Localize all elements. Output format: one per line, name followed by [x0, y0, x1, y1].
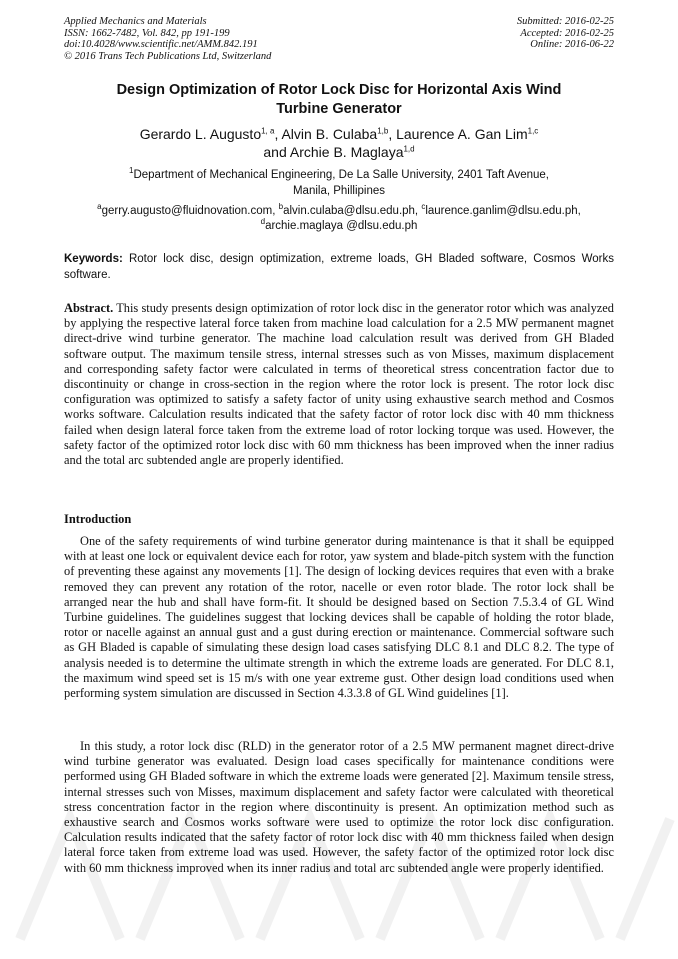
author-4-affil: 1,d — [403, 144, 415, 154]
author-1-affil: 1, a — [261, 126, 275, 136]
affiliation-mark: 1 — [129, 166, 134, 176]
header-left — [64, 16, 271, 62]
author-joiner: and — [263, 144, 290, 160]
author-1: Gerardo L. Augusto — [139, 126, 262, 142]
author-sep: , — [388, 126, 397, 142]
submitted-date: Submitted: 2016-02-25 — [516, 16, 614, 27]
email-a[interactable]: gerry.augusto@fluidnovation.com, — [101, 205, 279, 217]
affiliation-text: Department of Mechanical Engineering, De La Salle University, 2401 Taft Avenue, — [133, 169, 549, 181]
keywords-label: Keywords: — [64, 253, 123, 265]
abstract — [64, 301, 614, 468]
issn: ISSN: 1662-7482, Vol. 842, pp 191-199 — [64, 27, 230, 39]
doi: doi:10.4028/www.scientific.net/AMM.842.191 — [64, 39, 258, 50]
author-line-1 — [64, 125, 614, 143]
email-mark-d: d — [260, 217, 266, 227]
affiliation-line-1 — [64, 167, 614, 183]
abstract-text: This study presents design optimization of rotor lock disc in the generator rotor which was analyzed by applying the respective lateral force taken from machine load calculation for a 2.5 MW permanent magnet direct-drive wind turbine generator. The machine load calculation result was derived from GH Bladed software output. The maximum tensile stress, internal stresses such as von Misses, maximum displacement and corresponding safety factor were calculated in terms of theoretical stress concentration factor due to discontinuity or change in cross-section in the region where the rotor lock is present. The rotor lock disc configuration was optimized to satisfy a safety factor of unity using exhaustive search method and Cosmos works software. Calculation results indicated that the safety factor of rotor lock disc with 40 mm thickness failed when design lateral force taken from the extreme load of rotor locking torque was used. However, the safety factor of the optimized rotor lock disc with 60 mm thickness has been improved when the inner radius and the total arc subtended angle are properly identified. — [64, 301, 614, 468]
journal-name: Applied Mechanics and Materials — [64, 16, 207, 27]
keywords-text: Rotor lock disc, design optimization, extreme loads, GH Bladed software, Cosmos Works software. — [64, 253, 614, 281]
accepted-date: Accepted: 2016-02-25 — [520, 27, 614, 39]
email-d[interactable]: archie.maglaya @dlsu.edu.ph — [265, 220, 418, 232]
title-line-2: Turbine Generator — [276, 101, 402, 117]
author-line-2 — [64, 143, 614, 161]
author-4: Archie B. Maglaya — [289, 144, 404, 160]
author-emails — [64, 204, 614, 234]
author-2: Alvin B. Culaba — [281, 126, 378, 142]
author-3: Laurence A. Gan Lim — [396, 126, 528, 142]
email-mark-c: c — [421, 202, 426, 212]
email-line-1 — [64, 204, 614, 219]
author-sep: , — [274, 126, 282, 142]
keywords — [64, 252, 614, 283]
intro-paragraph-2: In this study, a rotor lock disc (RLD) in the generator rotor of a 2.5 MW permanent magnet direct-drive wind turbine generator was evaluated. Design load cases specifically for maintenance conditions were performed using GH Bladed software in which the extreme loads were generated [2]. Maximum tensile stress, internal stresses such von Misses, maximum displacement and safety factor were calculated with theoretical stress concentration factor in the region where discontinuity is present. An optimization method such as exhaustive search and Cosmos works software were used to optimize the rotor lock disc configuration. Calculation results indicated that the safety factor of rotor lock disc with 40 mm thickness failed when design lateral force taken from extreme load was used. However, the safety factor of the optimized rotor lock disc with 60 mm thickness improved when its inner radius and total arc subtended angle were properly identified. — [64, 739, 614, 875]
affiliation — [64, 167, 614, 199]
online-date: Online: 2016-06-22 — [530, 39, 614, 50]
email-line-2 — [64, 219, 614, 234]
email-mark-a: a — [97, 202, 102, 212]
abstract-label: Abstract. — [64, 301, 114, 315]
affiliation-line-2: Manila, Phillipines — [292, 185, 386, 197]
paper-title — [64, 81, 614, 119]
intro-paragraph-1: One of the safety requirements of wind turbine generator during maintenance is that it shall be equipped with at least one lock or equivalent device each for rotor, yaw system and blade-pitch system with the function of preventing these against any movements [1]. The design of locking devices requires that even with a brake removed they can prevent any rotation of the rotor, nacelle or even rotor blade. The rotor lock shall be arranged near the hub and shall have form-fit. It should be designed based on Section 7.5.3.4 of GL Wind Turbine guidelines. The guidelines suggest that locking devices shall be capable of holding the rotor blade, rotor or nacelle against an annual gust and a gust during erection or maintenance. Commercial software such as GH Bladed is capable of simulating these design load cases satisfying DLC 8.1 and DLC 8.2. The type of analysis needed is to determine the ultimate strength in which the extreme loads are generated. For DLC 8.1, the maximum wind speed set is 15 m/s with one year extreme gust. Other design load conditions used when performing system simulation are discussed in Section 4.3.3.8 of GL Wind guidelines [1]. — [64, 534, 614, 701]
email-b[interactable]: alvin.culaba@dlsu.edu.ph, — [283, 205, 422, 217]
email-c[interactable]: laurence.ganlim@dlsu.edu.ph, — [425, 205, 581, 217]
author-3-affil: 1,c — [527, 126, 539, 136]
email-mark-b: b — [278, 202, 284, 212]
title-line-1: Design Optimization of Rotor Lock Disc for Horizontal Axis Wind — [116, 82, 562, 98]
header-right — [517, 16, 614, 51]
copyright: © 2016 Trans Tech Publications Ltd, Switzerland — [64, 50, 272, 62]
section-heading-introduction: Introduction — [64, 512, 132, 526]
author-2-affil: 1,b — [377, 126, 389, 136]
journal-header — [64, 16, 614, 62]
author-list — [64, 125, 614, 161]
